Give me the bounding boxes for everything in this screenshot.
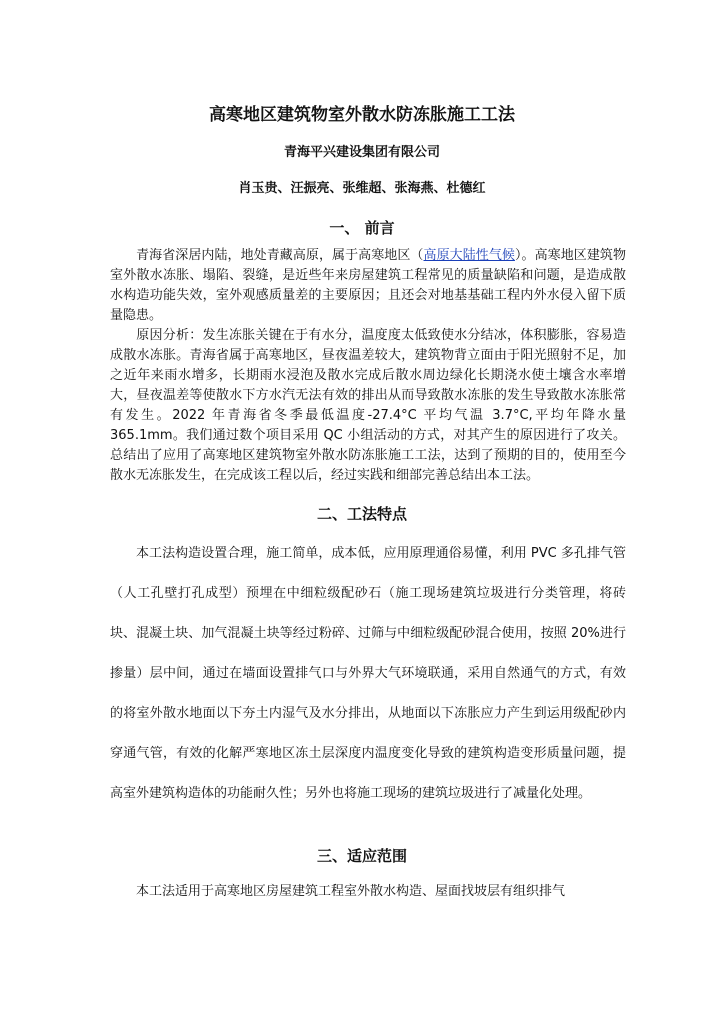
preface-paragraph-1: [110, 246, 626, 326]
section-heading-preface: 一、 前言: [329, 219, 395, 237]
section-heading-scope: 三、适应范围: [316, 847, 407, 865]
preface-analysis-text: 原因分析：发生冻胀关键在于有水分，温度度太低致使水分结冰，体积膨胀，容易造成散水冻胀。青海省属于高寒地区，昼夜温差较大，建筑物背立面由于阳光照射不足，加之近年来雨水增多，长期雨水浸泡及散水完成后散水周边绿化长期浇水使土壤含水率增大，昼夜温差等使散水下方水汽无法有效的排出从而导致散水冻胀的发生导致散水冻胀常有发生。2022 年青海省冬季最低温度-27.4°C 平均气温 3.7°C,平均年降水量 365.1mm。我们通过数个项目采用 QC 小组活动的方式，对其产生的原因进行了攻关。总结出了应用了高寒地区建筑物室外散水防冻胀施工工法，达到了预期的目的，使用至今散水无冻胀发生，在完成该工程以后，经过实践和细部完善总结出本工法。: [110, 328, 626, 483]
scope-paragraph: [110, 882, 626, 902]
features-paragraph: [110, 534, 626, 814]
preface-text-after-link: ）。高寒地区建筑物室外散水冻胀、塌陷、裂缝，是近些年来房屋建筑工程常见的质量缺陷和问题，是造成散水构造功能失效，室外观感质量差的主要原因；且还会对地基基础工程内外水侵入留下质量隐患。: [110, 248, 626, 323]
climate-link[interactable]: 高原大陆性气候: [423, 248, 515, 263]
scope-text: 本工法适用于高寒地区房屋建筑工程室外散水构造、屋面找坡层有组织排气: [136, 884, 566, 899]
section-heading-features: 二、工法特点: [316, 505, 407, 523]
company-name: 青海平兴建设集团有限公司: [283, 145, 440, 160]
author-list: 肖玉贵、汪振亮、张维超、张海燕、杜德红: [238, 181, 486, 196]
preface-paragraph-2: [110, 326, 626, 486]
preface-text-before-link: 青海省深居内陆，地处青藏高原，属于高寒地区（: [136, 248, 424, 263]
document-title: 高寒地区建筑物室外散水防冻胀施工工法: [209, 105, 515, 125]
features-text: 本工法构造设置合理，施工简单，成本低，应用原理通俗易懂，利用 PVC 多孔排气管（人工孔壁打孔成型）预埋在中细粒级配砂石（施工现场建筑垃圾进行分类管理，将砖块、混凝土块、加气混凝土块等经过粉碎、过筛与中细粒级配砂混合使用，按照 20%进行掺量）层中间，通过在墙面设置排气口与外界大气环境联通，采用自然通气的方式，有效的将室外散水地面以下夯土内湿气及水分排出，从地面以下冻胀应力产生到运用级配砂内穿通气管，有效的化解严寒地区冻土层深度内温度变化导致的建筑构造变形质量问题，提高室外建筑构造体的功能耐久性；另外也将施工现场的建筑垃圾进行了减量化处理。: [110, 546, 626, 801]
